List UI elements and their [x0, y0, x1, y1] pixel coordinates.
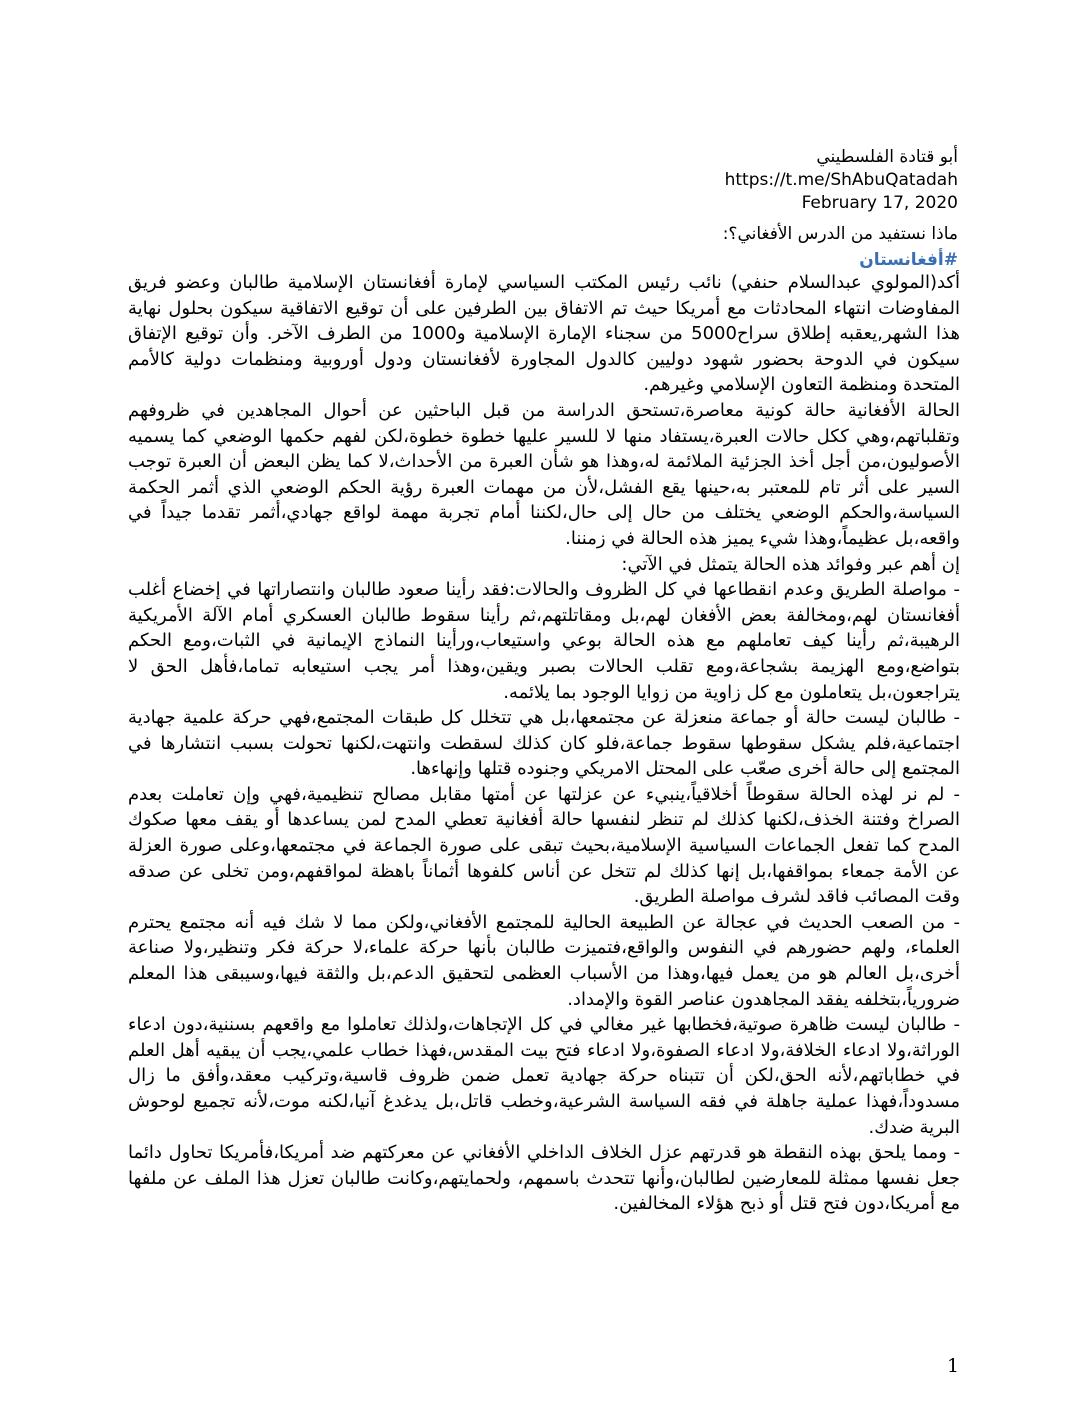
paragraph-intro: أكد(المولوي عبدالسلام حنفي) نائب رئيس المكتب السياسي لإمارة أفغانستان الإسلامية طالبان وعضو فريق المفاوضات انتهاء المحادثات مع أمريكا حيث تم الاتفاق بين الطرفين على أن توقيع الاتفاقية سيكون بحلول نهاية هذا الشهر,يعقبه إطلاق سراح5000 من سجناء الإمارة الإسلامية و1000 من الطرف الآخر. وأن توقيع الإتفاق سيكون في الدوحة بحضور شهود دوليين كالدول المجاورة لأفغانستان ودول أوروبية ومنظمات دولية كالأمم المتحدة ومنظمة التعاون الإسلامي وغيرهم. [128, 272, 960, 396]
author-name: أبو قتادة الفلسطيني [816, 147, 958, 167]
paragraph-lesson-continuity: - مواصلة الطريق وعدم انقطاعها في كل الظروف والحالات:فقد رأينا صعود طالبان وانتصاراتها في إخضاع أغلب أفغانستان لهم،ومخالفة بعض الأفغان لهم،بل ومقاتلتهم،ثم رأينا سقوط طالبان العسكري أمام الآلة الأمريكية الرهيبة،ثم رأينا كيف تعاملهم مع هذه الحالة بوعي واستيعاب،ورأينا النماذج الإيمانية في الثبات،ومع الحكم بتواضع،ومع الهزيمة بشجاعة،ومع تقلب الحالات بصبر ويقين،وهذا أمر يجب استيعابه تماما،فأهل الحق لا يتراجعون،بل يتعاملون مع كل زاوية من زوايا الوجود بما يلائمه. [128, 579, 960, 703]
page-number: 1 [946, 1355, 960, 1377]
paragraph-lesson-morals: - لم نر لهذه الحالة سقوطاً أخلاقياً،ينبيء عن عزلتها عن أمتها مقابل مصالح تنظيمية،فهي وإن تعاملت بعدم الصراخ وفتنة الخذف،لكنها كذلك لم تنظر لنفسها حالة أفغانية تعطي المدح لمن يساعدها أو يقف معها صكوك المدح كما تفعل الجماعات السياسية الإسلامية،بحيث تبقى على صورة الجماعة في مجتمعها،وعلى صورة العزلة عن الأمة جمعاء بمواقفها،بل إنها كذلك لم تتخل عن أناس كلفوها أثماناً باهظة لمواقفهم،ومن تخلى عن صدقه وقت المصائب فاقد لشرف مواصلة الطريق. [128, 783, 960, 908]
hashtag-link[interactable]: #أفغانستان [859, 250, 958, 270]
paragraph-lesson-discourse: - طالبان ليست ظاهرة صوتية،فخطابها غير مغالي في كل الإتجاهات،ولذلك تعاملوا مع واقعهم بسننية،دون ادعاء الوراثة،ولا ادعاء الخلافة،ولا ادعاء الصفوة،ولا ادعاء فتح بيت المقدس،فهذا خطاب علمي،يجب أن يبقيه أهل العلم في خطاباتهم،لأنه الحق،لكن أن تتبناه حركة جهادية تعمل ضمن ظروف قاسية،وتركيب معقد،وأفق ما زال مسدوداً،فهذا عملية جاهلة في فقه السياسة الشرعية،وخطب قاتل،بل يدغدغ آنيا،لكنه موت،لأنه تجميع لوحوش البرية ضدك. [128, 1014, 960, 1138]
paragraph-afghan-case: الحالة الأفغانية حالة كونية معاصرة،تستحق الدراسة من قبل الباحثين عن أحوال المجاهدين في ظروفهم وتقلباتهم،وهي ككل حالات العبرة،يستفاد منها لا للسير عليها خطوة خطوة،لكن لفهم حكمها الوضعي كما يسميه الأصوليون،من أجل أخذ الجزئية الملائمة له،وهذا هو شأن العبرة من الأحداث،لا كما يظن البعض أن العبرة توجب السير على أثر تام للمعتبر به،حينها يقع الفشل،لأن من مهمات العبرة رؤية الحكم الوضعي الذي أثمر الحكمة السياسة،والحكم الوضعي يختلف من حال إلى حال،لكننا أمام تجربة مهمة لواقع جهادي،أثمر تقدما جيداً في واقعه،بل عظيماً،وهذا شيء يميز هذه الحالة في زمننا. [128, 399, 960, 549]
paragraph-lesson-scholars: - من الصعب الحديث في عجالة عن الطبيعة الحالية للمجتمع الأفغاني،ولكن مما لا شك فيه أنه مجتمع يحترم العلماء، ولهم حضورهم في النفوس والواقع،فتميزت طالبان بأنها حركة علماء،لا حركة فكر وتنظير،ولا صناعة أخرى،بل العالم هو من يعمل فيها،وهذا من الأسباب العظمى لتحقيق الدعم،بل والثقة فيها،وسيبقى هذا المعلم ضرورياً،بتخلفه يفقد المجاهدون عناصر القوة والإمداد. [128, 911, 960, 1010]
post-header [358, 146, 958, 215]
article-body [128, 270, 960, 1217]
telegram-link[interactable]: https://t.me/ShAbuQatadah [724, 170, 958, 190]
paragraph-lessons-lead: إن أهم عبر وفوائد هذه الحالة يتمثل في الآتي: [621, 553, 960, 575]
paragraph-lesson-isolation: - ومما يلحق بهذه النقطة هو قدرتهم عزل الخلاف الداخلي الأفغاني عن معركتهم ضد أمريكا،فأمريكا تحاول دائما جعل نفسها ممثلة للمعارضين لطالبان،وأنها تتحدث باسمهم، ولحمايتهم،وكانت طالبان تعزل هذا الملف عن ملفها مع أمريكا،دون فتح قتل أو ذبح هؤلاء المخالفين. [128, 1142, 960, 1215]
post-date: February 17, 2020 [801, 193, 958, 213]
article-question-title: ماذا نستفيد من الدرس الأفغاني؟: [722, 224, 958, 244]
paragraph-lesson-society: - طالبان ليست حالة أو جماعة منعزلة عن مجتمعها،بل هي تتخلل كل طبقات المجتمع،فهي حركة علمية جهادية اجتماعية،فلم يشكل سقوطها سقوط جماعة،فلو كان كذلك لسقطت وانتهت،لكنها تحولت بسبب انتشارها في المجتمع إلى حالة أخرى صعّب على المحتل الامريكي وجنوده قتلها وإنهاءها. [128, 707, 960, 780]
